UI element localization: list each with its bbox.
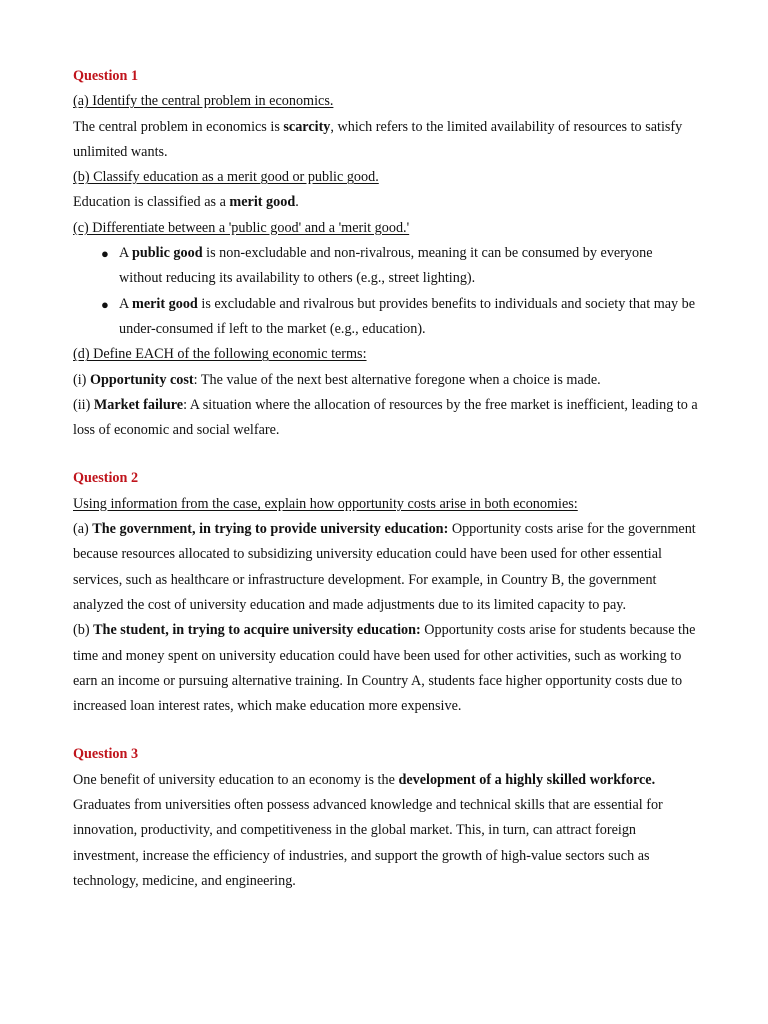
question-3-heading: Question 3 xyxy=(73,746,139,763)
document-content xyxy=(73,64,698,894)
q1-b-text-end: . xyxy=(295,194,299,211)
bullet-icon: ● xyxy=(101,296,109,312)
q2-a-text: Opportunity costs arise for the government because resources allocated to subsidizing university education could have been used for other essential services, such as healthcare or infrastructure development. For example, in Country B, the government analyzed the cost of university education and made adjustments due to its limited capacity to pay. xyxy=(73,521,696,613)
bullet-text-end: is non-excludable and non-rivalrous, meaning it can be consumed by everyone without reducing its availability to others (e.g., street lighting). xyxy=(119,245,653,287)
q3-text: One benefit of university education to an economy is the xyxy=(73,771,399,788)
section-spacer xyxy=(73,443,698,466)
q1-d-i-text: : The value of the next best alternative foregone when a choice is made. xyxy=(193,371,601,388)
q2-prompt: Using information from the case, explain how opportunity costs arise in both economies: xyxy=(73,495,578,512)
question-2-heading: Question 2 xyxy=(73,470,139,487)
q2-a-answer xyxy=(73,517,698,618)
q1-c-bullet-list xyxy=(73,241,698,342)
q2-a-label: (a) xyxy=(73,521,93,538)
bullet-bold-term: public good xyxy=(132,245,203,262)
q1-a-text: The central problem in economics is xyxy=(73,118,284,135)
q1-a-bold-term: scarcity xyxy=(283,118,331,135)
bullet-text: A xyxy=(119,295,133,312)
q1-b-answer xyxy=(73,190,698,215)
q1-d-prompt: (d) Define EACH of the following economic terms: xyxy=(73,346,367,363)
question-1-heading: Question 1 xyxy=(73,68,139,84)
q1-d-i-term: Opportunity cost xyxy=(89,371,194,388)
q2-b-text: Opportunity costs arise for students because the time and money spent on university education could have been used for other activities, such as working to earn an income or pursuing alternative training. In Country A, students face higher opportunity costs due to increased loan interest rates, which make education more expensive. xyxy=(73,622,696,715)
q2-a-bold-heading: The government, in trying to provide university education: xyxy=(92,521,449,538)
q3-answer xyxy=(73,768,698,894)
q1-d-ii-term: Market failure xyxy=(93,396,184,413)
q1-a-prompt: (a) Identify the central problem in economics. xyxy=(73,93,334,110)
q1-d-i-label: (i) xyxy=(73,371,90,388)
bullet-text: A xyxy=(119,245,133,262)
q2-b-answer xyxy=(73,618,698,719)
section-spacer xyxy=(73,719,698,742)
q1-b-prompt: (b) Classify education as a merit good or public good. xyxy=(73,169,379,186)
q1-b-bold-term: merit good xyxy=(229,194,296,211)
list-item xyxy=(73,241,698,292)
q2-b-bold-heading: The student, in trying to acquire university education: xyxy=(93,622,421,639)
q1-d-ii-text: : A situation where the allocation of resources by the free market is inefficient, leading to a loss of economic and social welfare. xyxy=(73,396,698,439)
q3-text-end: Graduates from universities often possess advanced knowledge and technical skills that are essential for innovation, productivity, and competitiveness in the global market. This, in turn, can attract foreign investment, increase the efficiency of industries, and support the growth of high-value sectors such as technology, medicine, and engineering. xyxy=(73,797,663,889)
q1-a-answer xyxy=(73,115,698,166)
q1-d-ii-label: (ii) xyxy=(73,396,94,413)
q1-b-text: Education is classified as a xyxy=(73,194,230,211)
q3-bold-phrase: development of a highly skilled workforce. xyxy=(398,771,656,788)
q2-b-label: (b) xyxy=(73,622,94,639)
q1-d-ii-definition xyxy=(73,393,698,444)
bullet-icon: ● xyxy=(101,246,109,262)
bullet-text-end: is excludable and rivalrous but provides benefits to individuals and society that may be under-consumed if left to the market (e.g., education). xyxy=(119,295,696,337)
q1-d-i-definition xyxy=(73,368,698,393)
list-item xyxy=(73,292,698,343)
bullet-bold-term: merit good xyxy=(132,295,198,312)
q1-c-prompt: (c) Differentiate between a 'public good' and a 'merit good.' xyxy=(73,219,410,236)
q1-a-text-end: , which refers to the limited availability of resources to satisfy unlimited wants. xyxy=(73,118,683,160)
